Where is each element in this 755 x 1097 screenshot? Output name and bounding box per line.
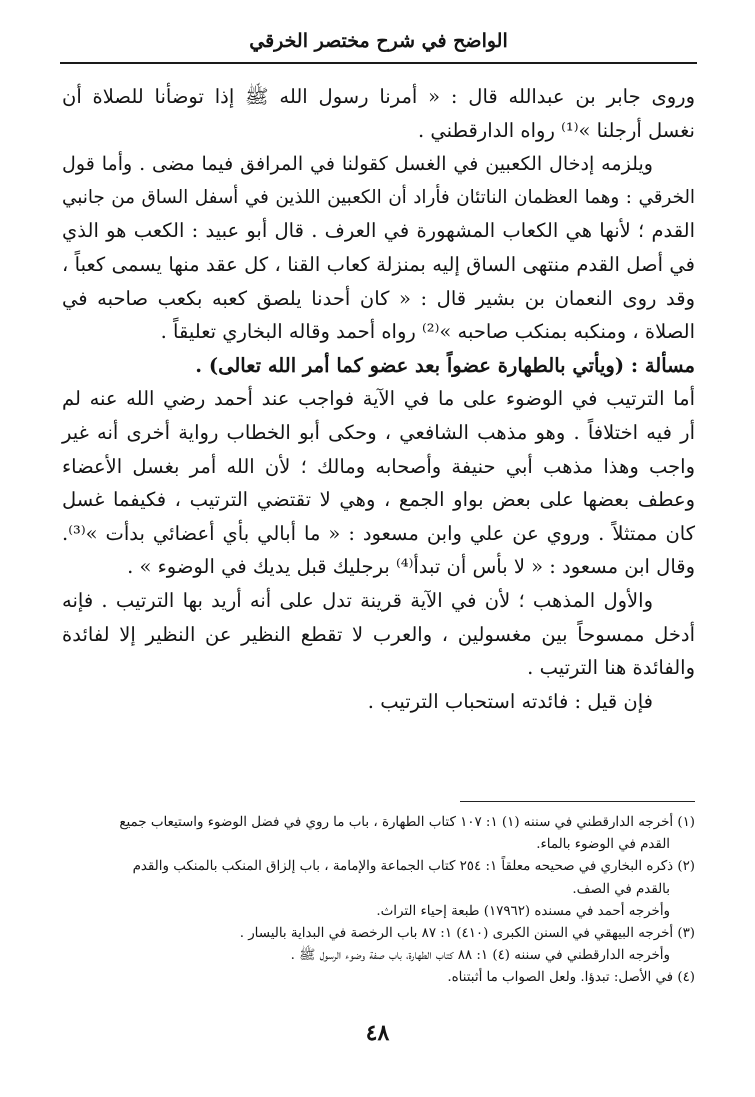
footnote-line: (٢) ذكره البخاري في صحيحه معلقاً ١: ٢٥٤ كتاب الجماعة والإمامة ، باب إلزاق المنكب بالمنكب والقدم [132,859,695,875]
footnote-line: (٣) أخرجه البيهقي في السنن الكبرى (٤١٠) ١: ٨٧ باب الرخصة في البداية باليسار . [239,925,695,941]
text-line: وعطف بعضها على بعض بواو الجمع ، وهي لا تقتضي الترتيب ، فكيفما غسل [62,488,695,512]
text-line: نغسل أرجلنا »⁽¹⁾ رواه الدارقطني . [417,118,695,142]
text-line: الصلاة ، ومنكبه بمنكب صاحبه »⁽²⁾ رواه أحمد وقاله البخاري تعليقاً . [160,320,695,344]
header-title: الواضح في شرح مختصر الخرقي [249,30,508,52]
running-header [60,24,697,64]
text-line: الخرقي : وهما العظمان الناتئان فأراد أن الكعبين اللذين في أسفل الساق من جانبي [62,186,695,208]
text-line: فإن قيل : فائدته استحباب الترتيب . [367,689,653,713]
text-line: وقد روى النعمان بن بشير قال : « كان أحدنا يلصق كعبه بكعب صاحبه في [62,286,695,310]
text-line: والأول المذهب ؛ لأن في الآية قرينة تدل على أنه أريد بها الترتيب . فإنه [62,588,653,612]
footnote-line: القدم في الوضوء بالماء. [536,837,670,853]
text-line: والفائدة هنا الترتيب . [527,656,695,680]
text-line: في أصل القدم منتهى الساق إليه بمنزلة كعاب القنا ، كل عقد منها يسمى كعباً ، [62,252,695,276]
main-text [62,80,695,718]
footnote-line: بالقدم في الصف. [572,881,670,897]
footnotes [58,812,695,990]
footnote-line: (١) أخرجه الدارقطني في سننه (١) ١: ١٠٧ كتاب الطهارة ، باب ما روي في فضل الوضوء واستيعاب جميع [119,815,695,830]
masala-heading: مسألة : (ويأتي بالطهارة عضواً بعد عضو كما أمر الله تعالى) . [195,353,695,377]
text-line: أما الترتيب في الوضوء على ما في الآية فواجب عند أحمد رضي الله عنه لم [62,387,695,411]
footnote-line: وأخرجه الدارقطني في سننه (٤) ١: ٨٨ كتاب الطهارة، باب صفة وضوء الرسول ﷺ . [290,948,670,964]
footnote-separator [460,801,695,802]
text-line: كان ممتثلاً . وروي عن علي وابن مسعود : « ما أبالي بأي أعضائي بدأت »⁽³⁾. [62,521,695,545]
text-line: وقال ابن مسعود : « لا بأس أن تبدأ⁽⁴⁾ برجليك قبل يديك في الوضوء » . [127,555,695,579]
text-line: وروى جابر بن عبدالله قال : « أمرنا رسول الله ﷺ إذا توضأنا للصلاة أن [62,85,695,108]
text-line: ويلزمه إدخال الكعبين في الغسل كقولنا في المرافق فيما مضى . وأما قول [62,152,653,176]
text-line: أدخل ممسوحاً بين مغسولين ، والعرب لا تقطع النظير عن النظير إلا لفائدة [62,622,695,646]
text-line: واجب وهذا مذهب أبي حنيفة وأصحابه ومالك ؛ لأن الله أمر بغسل الأعضاء [62,454,695,478]
page-number: ٤٨ [365,1020,390,1046]
footnote-line: (٤) في الأصل: تبدؤا. ولعل الصواب ما أثبتناه. [447,970,695,986]
text-line: القدم ؛ لأنها هي الكعاب المشهورة في العرف . قال أبو عبيد : الكعب هو الذي [62,219,695,243]
text-line: أر فيه اختلافاً . وهو مذهب الشافعي ، وحكى أبو الخطاب رواية أخرى أنه غير [62,420,695,444]
footnote-line: وأخرجه أحمد في مسنده (١٧٩٦٢) طبعة إحياء التراث. [376,903,670,919]
